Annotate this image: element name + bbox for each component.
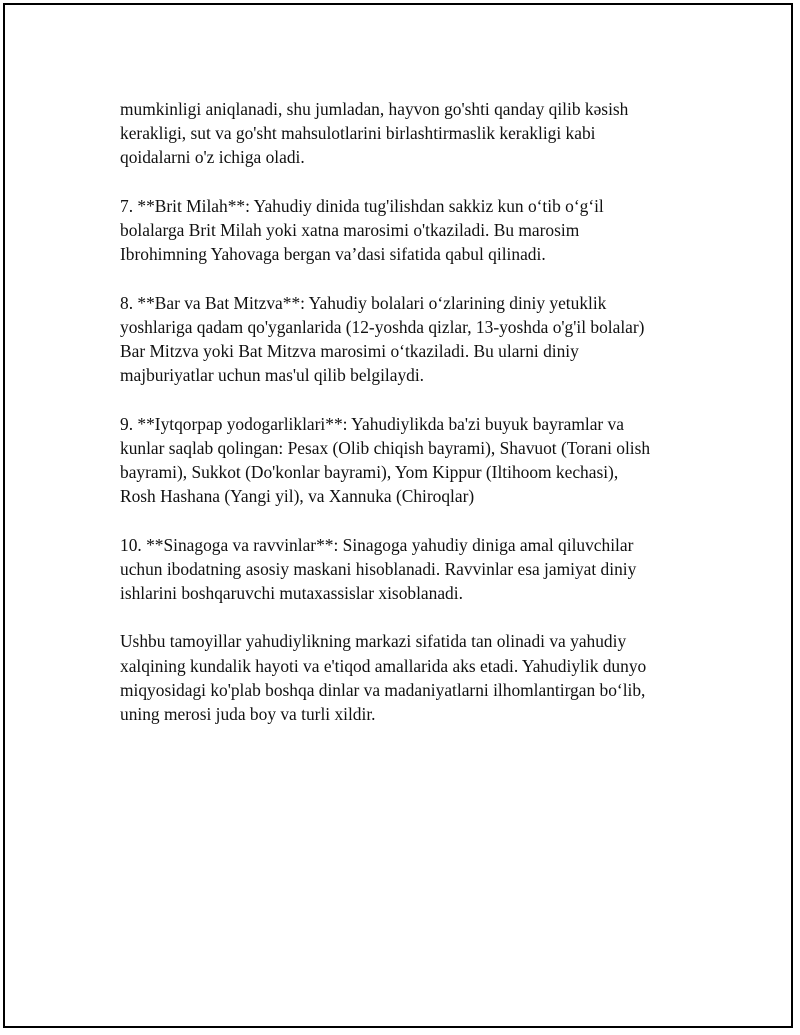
text-line: 9. **Iytqorpap yodogarliklari**: Yahudiylikda ba'zi buyuk bayramlar va: [120, 413, 624, 434]
paragraph-bar-bat-mitzva: [120, 291, 695, 388]
document-page: [3, 3, 793, 1028]
text-line: ishlarini boshqaruvchi mutaxassislar xisoblanadi.: [120, 583, 463, 603]
text-line: Bar Mitzva yoki Bat Mitzva marosimi oʻtkaziladi. Bu ularni diniy: [120, 341, 579, 361]
text-line: xalqining kundalik hayoti va e'tiqod amallarida aks etadi. Yahudiylik dunyo: [120, 655, 647, 676]
text-line: uchun ibodatning asosiy maskani hisoblanadi. Ravvinlar esa jamiyat diniy: [120, 558, 637, 579]
text-line: 8. **Bar va Bat Mitzva**: Yahudiy bolalari oʻzlarining diniy yetuklik: [120, 292, 607, 313]
text-line: majburiyatlar uchun mas'ul qilib belgilaydi.: [120, 365, 425, 386]
document-body: [120, 97, 695, 750]
text-line: uning merosi juda boy va turli xildir.: [120, 704, 376, 724]
text-line: kerakligi, sut va go'sht mahsulotlarini birlashtirmaslik kerakligi kabi: [120, 123, 596, 144]
text-line: Ushbu tamoyillar yahudiylikning markazi sifatida tan olinadi va yahudiy: [120, 631, 627, 652]
text-line: yoshlariga qadam qo'yganlarida (12-yoshda qizlar, 13-yoshda o'g'il bolalar): [120, 316, 645, 337]
text-line: bolalarga Brit Milah yoki xatna marosimi o'tkaziladi. Bu marosim: [120, 220, 580, 240]
text-line: kunlar saqlab qolingan: Pesax (Olib chiqish bayrami), Shavuot (Torani olish: [120, 437, 651, 458]
text-line: Rosh Hashana (Yangi yil), va Xannuka (Chiroqlar): [120, 486, 475, 507]
text-line: miqyosidagi ko'plab boshqa dinlar va madaniyatlarni ilhomlantirgan boʻlib,: [120, 679, 646, 700]
paragraph-holidays: [120, 412, 695, 509]
paragraph-brit-milah: [120, 194, 695, 267]
paragraph-synagogue-rabbis: [120, 533, 695, 606]
text-line: qoidalarni o'z ichiga oladi.: [120, 147, 305, 168]
paragraph-dietary-laws-continued: [120, 97, 695, 170]
text-line: mumkinligi aniqlanadi, shu jumladan, hayvon go'shti qanday qilib kәsish: [120, 99, 629, 119]
text-line: bayrami), Sukkot (Do'konlar bayrami), Yom Kippur (Iltihoom kechasi),: [120, 462, 619, 482]
text-line: Ibrohimning Yahovaga bergan va’dasi sifatida qabul qilinadi.: [120, 244, 546, 265]
paragraph-conclusion: [120, 629, 695, 726]
text-line: 10. **Sinagoga va ravvinlar**: Sinagoga yahudiy diniga amal qiluvchilar: [120, 534, 634, 555]
text-line: 7. **Brit Milah**: Yahudiy dinida tug'ilishdan sakkiz kun oʻtib oʻgʻil: [120, 195, 604, 216]
